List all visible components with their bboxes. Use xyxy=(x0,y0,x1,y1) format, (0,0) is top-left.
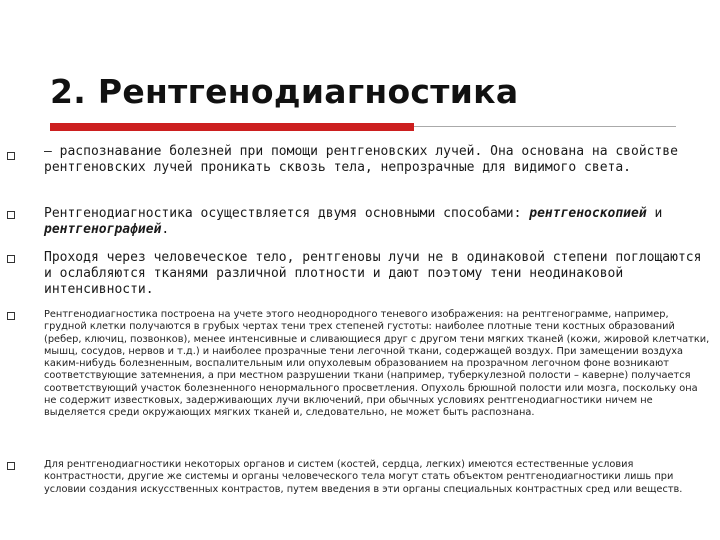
bullet-text: Для рентгенодиагностики некоторых органов и систем (костей, сердца, легких) имеются естественные условия контрастности, другие же системы и органы человеческого тела могут стать объектом рентгенодиагностики лишь при условии создания искусственных контрастов, путем введения в эти органы специальных контрастных сред или веществ. xyxy=(44,459,683,495)
bullet-text xyxy=(44,206,712,238)
slide-title: 2. Рентгенодиагностика xyxy=(50,72,519,111)
title-divider-line xyxy=(414,126,676,127)
bullet-text: – распознавание болезней при помощи рентгеновских лучей. Она основана на свойстве рентгеновских лучей проникать сквозь тела, непрозрачные для видимого света. xyxy=(44,144,678,175)
bullet-text-conjunction: и xyxy=(646,206,663,221)
hollow-square-bullet-icon xyxy=(7,312,15,320)
hollow-square-bullet-icon xyxy=(7,255,15,263)
bullet-text: Проходя через человеческое тело, рентгеновы лучи не в одинаковой степени поглощаются и ослабляются тканями различной плотности и дают поэтому тени неодинаковой интенсивности. xyxy=(44,250,702,297)
title-accent-bar xyxy=(50,123,414,131)
hollow-square-bullet-icon xyxy=(7,211,15,219)
hollow-square-bullet-icon xyxy=(7,152,15,160)
bullet-text: Рентгенодиагностика построена на учете этого неоднородного теневого изображения: на рентгенограмме, например, грудной клетки получаются в грубых чертах тени трех степеней густоты: наиболее плотные тени костных образований (ребер, ключиц, позвонков), менее интенсивные и сливающиеся друг с другом тени мягких тканей (кожи, жировой клетчатки, мышц, сосудов, нервов и т.д.) и наиболее прозрачные тени легочной ткани, содержащей воздух. При замещении воздуха каким-нибудь болезненным, воспалительным или опухолевым образованием на прозрачном легочном фоне возникают соответствующие затемнения, а при местном разрушении ткани (например, туберкулезной полости – каверне) получается соответствующий участок болезненного ненормального просветления. Опухоль брюшной полости или мозга, поскольку она не содержит известковых, задерживающих лучи включений, при обычных условиях рентгенодиагностики ничем не выделяется среди окружающих мягких тканей и, следовательно, не может быть распознана. xyxy=(44,309,710,419)
term-fluoroscopy: рентгеноскопией xyxy=(529,206,647,221)
bullet-text-lead: Рентгенодиагностика осуществляется двумя основными способами: xyxy=(44,206,530,221)
bullet-text-end: . xyxy=(161,222,170,237)
hollow-square-bullet-icon xyxy=(7,462,15,470)
term-radiography: рентгенографией xyxy=(44,222,162,237)
